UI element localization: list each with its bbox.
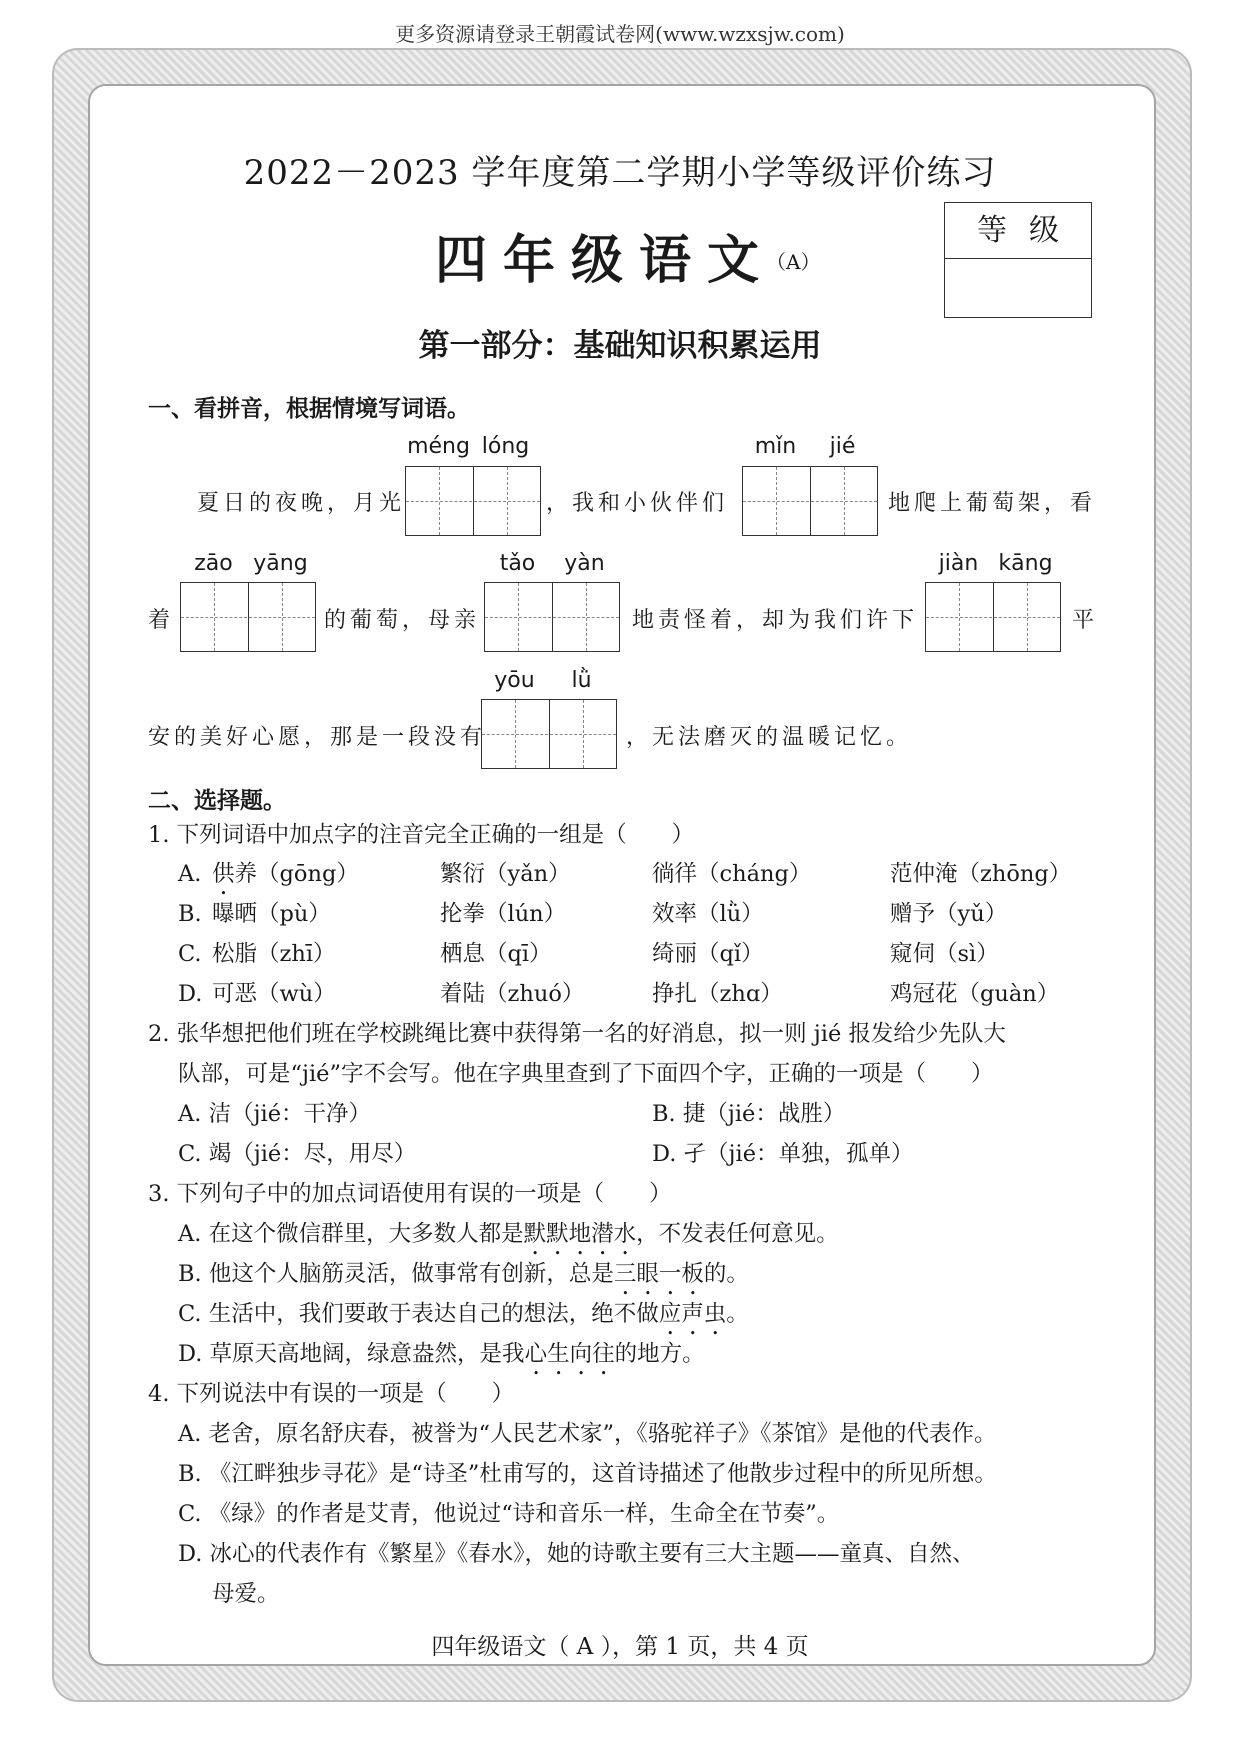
pinyin: jié — [829, 434, 856, 459]
question-2-stem: 2. 张华想把他们班在学校跳绳比赛中获得第一名的好消息，拟一则 jié 报发给少先队大 — [148, 1021, 1006, 1047]
subject-title: 四年级语文 — [435, 230, 776, 291]
answer-grid-1[interactable] — [405, 466, 541, 536]
option-item: 供养（gōng） — [212, 861, 359, 887]
option-label: A. — [178, 861, 202, 887]
pinyin: lǜ — [571, 668, 592, 693]
option-item: 栖息（qī） — [440, 941, 552, 967]
passage-text: 平 — [1072, 608, 1099, 633]
question-4-stem: 4. 下列说法中有误的一项是（ ） — [148, 1381, 515, 1407]
answer-grid-5[interactable] — [925, 582, 1061, 652]
answer-grid-4[interactable] — [484, 582, 620, 652]
option-item: 效率（lǜ） — [652, 901, 764, 927]
passage-text: 安的美好心愿，那是一段没有 — [148, 725, 487, 750]
page-footer: 四年级语文（ A ），第 1 页，共 4 页 — [431, 1634, 809, 1660]
passage-text: 着 — [148, 608, 175, 633]
option-item: 赠予（yǔ） — [890, 901, 1008, 927]
question-2-stem-cont: 队部，可是“jié”字不会写。他在字典里查到了下面四个字，正确的一项是（ ） — [178, 1061, 994, 1087]
option-label: C. — [178, 941, 202, 967]
option-item-cont: 母爱。 — [212, 1581, 280, 1607]
option-item: C. 生活中，我们要敢于表达自己的想法，绝不做应声虫。 — [178, 1301, 749, 1327]
passage-text: 夏日的夜晚，月光 — [197, 491, 406, 516]
question-3-stem: 3. 下列句子中的加点词语使用有误的一项是（ ） — [148, 1181, 672, 1207]
answer-grid-3[interactable] — [180, 582, 316, 652]
option-item: B. 他这个人脑筋灵活，做事常有创新，总是三眼一板的。 — [178, 1261, 749, 1287]
pinyin: yāng — [253, 551, 308, 576]
pinyin: yōu — [494, 668, 535, 693]
option-item: 绮丽（qǐ） — [652, 941, 764, 967]
option-item: 抡拳（lún） — [440, 901, 567, 927]
section1-title: 一、看拼音，根据情境写词语。 — [148, 396, 470, 422]
option-label: B. — [178, 901, 202, 927]
pinyin: kāng — [998, 551, 1053, 576]
option-item: B. 《江畔独步寻花》是“诗圣”杜甫写的，这首诗描述了他散步过程中的所见所想。 — [178, 1461, 997, 1487]
option-item: A. 老舍，原名舒庆春，被誉为“人民艺术家”，《骆驼祥子》《茶馆》是他的代表作。 — [178, 1421, 997, 1447]
option-item: D. 孑（jié：单独，孤单） — [652, 1141, 914, 1167]
passage-text: ，无法磨灭的温暖记忆。 — [626, 725, 913, 750]
grade-box — [944, 202, 1092, 318]
option-item: 可恶（wù） — [212, 981, 336, 1007]
option-item: 挣扎（zhɑ） — [652, 981, 783, 1007]
option-item: 徜徉（cháng） — [652, 861, 812, 887]
pinyin: mǐn — [754, 434, 797, 459]
option-item: 窥伺（sì） — [890, 941, 999, 967]
pinyin: yàn — [564, 551, 605, 576]
option-item: C. 《绿》的作者是艾青，他说过“诗和音乐一样，生命全在节奏”。 — [178, 1501, 840, 1527]
passage-text: 地责怪着，却为我们许下 — [632, 608, 919, 633]
answer-grid-2[interactable] — [742, 466, 878, 536]
part-title: 第一部分：基础知识积累运用 — [418, 328, 822, 364]
option-item: D. 冰心的代表作有《繁星》《春水》，她的诗歌主要有三大主题——童真、自然、 — [178, 1541, 975, 1567]
pinyin: tǎo — [499, 551, 536, 576]
pinyin: zāo — [194, 551, 233, 576]
pinyin: jiàn — [938, 551, 979, 576]
option-item: 松脂（zhī） — [212, 941, 336, 967]
option-item: 曝晒（pù） — [212, 901, 331, 927]
option-item: D. 草原天高地阔，绿意盎然，是我心生向往的地方。 — [178, 1341, 705, 1367]
edition-label: （A） — [766, 250, 821, 274]
source-note: 更多资源请登录王朝霞试卷网(www.wzxsjw.com) — [395, 22, 845, 46]
passage-text: ，我和小伙伴们 — [546, 491, 729, 516]
option-item: B. 捷（jié：战胜） — [652, 1101, 846, 1127]
question-1-stem: 1. 下列词语中加点字的注音完全正确的一组是（ ） — [148, 822, 695, 848]
answer-grid-6[interactable] — [481, 699, 617, 769]
pinyin: méng — [407, 434, 470, 459]
passage-text: 的葡萄，母亲 — [324, 608, 481, 633]
option-label: D. — [178, 981, 203, 1007]
document-title: 2022－2023 学年度第二学期小学等级评价练习 — [243, 153, 997, 193]
passage-text: 地爬上葡萄架，看 — [888, 491, 1097, 516]
option-item: A. 洁（jié：干净） — [178, 1101, 372, 1127]
option-item: 繁衍（yǎn） — [440, 861, 571, 887]
pinyin: lóng — [481, 434, 530, 459]
grade-label: 等级 — [945, 203, 1091, 259]
option-item: C. 竭（jié：尽，用尽） — [178, 1141, 417, 1167]
option-item: 范仲淹（zhōng） — [890, 861, 1072, 887]
option-item: 着陆（zhuó） — [440, 981, 585, 1007]
section2-title: 二、选择题。 — [148, 788, 286, 814]
option-item: A. 在这个微信群里，大多数人都是默默地潜水，不发表任何意见。 — [178, 1221, 839, 1247]
option-item: 鸡冠花（guàn） — [890, 981, 1060, 1007]
